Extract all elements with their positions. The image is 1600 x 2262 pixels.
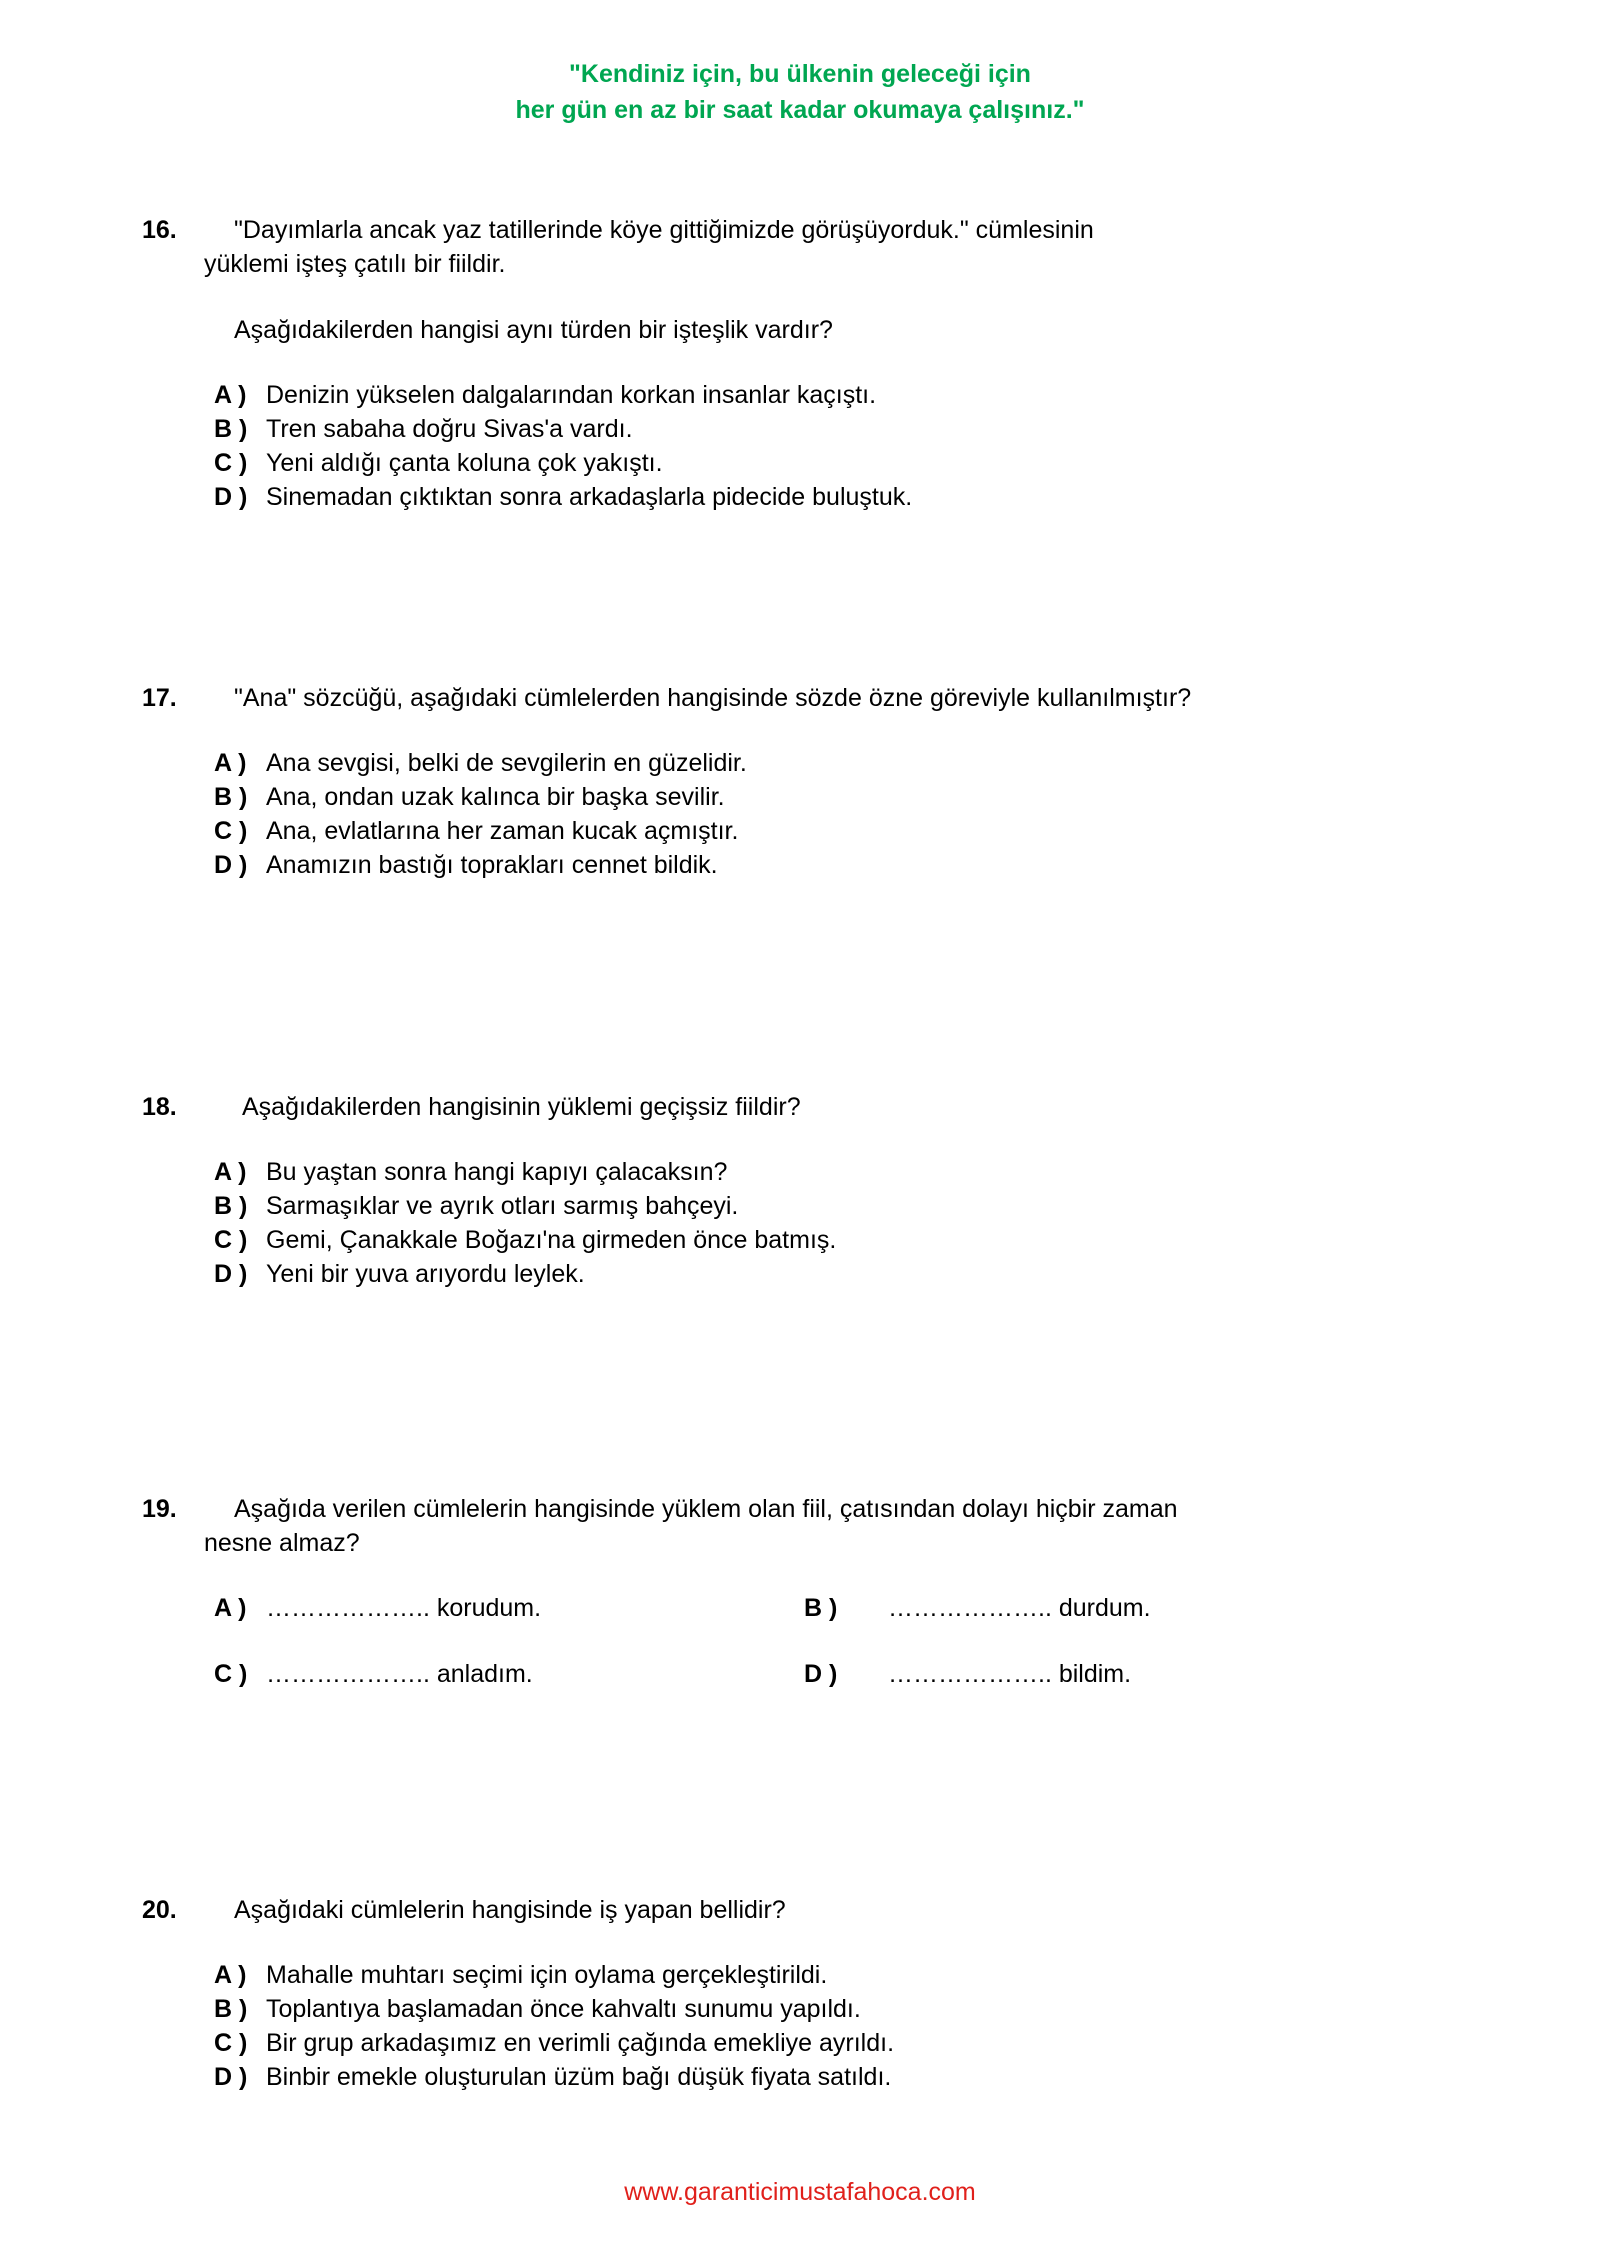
header-line-2: her gün en az bir saat kadar okumaya çalışınız." — [515, 96, 1085, 124]
option-b[interactable] — [214, 412, 1342, 446]
question-prompt: Aşağıdakilerden hangisi aynı türden bir işteşlik vardır? — [234, 316, 833, 344]
option-b[interactable] — [804, 1591, 1204, 1625]
option-b[interactable] — [214, 780, 1342, 814]
option-text: Bir grup arkadaşımız en verimli çağında emekliye ayrıldı. — [266, 2029, 895, 2057]
options-list — [142, 378, 1342, 514]
question-16 — [142, 213, 1342, 514]
option-letter: D ) — [214, 2063, 248, 2091]
options-list — [142, 746, 1342, 882]
option-text: Ana, ondan uzak kalınca bir başka sevilir. — [266, 783, 725, 811]
option-letter: C ) — [214, 449, 248, 477]
question-text-line-1: Aşağıdakilerden hangisinin yüklemi geçişsiz fiildir? — [242, 1093, 801, 1121]
option-text: ……………….. bildim. — [888, 1660, 1132, 1688]
question-number: 18. — [142, 1093, 177, 1121]
option-letter: A ) — [214, 1158, 247, 1186]
option-text: Bu yaştan sonra hangi kapıyı çalacaksın? — [266, 1158, 728, 1186]
option-c[interactable] — [214, 1657, 804, 1691]
question-number: 19. — [142, 1495, 177, 1523]
option-letter: A ) — [214, 381, 247, 409]
option-letter: D ) — [214, 851, 248, 879]
option-text: Anamızın bastığı toprakları cennet bildik. — [266, 851, 718, 879]
option-letter: B ) — [214, 783, 248, 811]
option-c[interactable] — [214, 814, 1342, 848]
header-line-1: "Kendiniz için, bu ülkenin geleceği için — [569, 60, 1031, 88]
option-letter: B ) — [214, 415, 248, 443]
question-text-line-1: "Ana" sözcüğü, aşağıdaki cümlelerden hangisinde sözde özne göreviyle kullanılmıştır? — [234, 684, 1192, 712]
option-letter: D ) — [214, 1260, 248, 1288]
option-a[interactable] — [214, 1591, 804, 1625]
option-text: Sarmaşıklar ve ayrık otları sarmış bahçeyi. — [266, 1192, 739, 1220]
option-letter: C ) — [214, 1226, 248, 1254]
option-d[interactable] — [804, 1657, 1204, 1691]
option-text: ……………….. korudum. — [266, 1594, 542, 1622]
question-number: 20. — [142, 1896, 177, 1924]
option-letter: B ) — [214, 1192, 248, 1220]
option-text: Toplantıya başlamadan önce kahvaltı sunumu yapıldı. — [266, 1995, 861, 2023]
option-letter: B ) — [804, 1594, 838, 1622]
footer-website-link[interactable]: www.garanticimustafahoca.com — [624, 2178, 976, 2206]
option-a[interactable] — [214, 1155, 1342, 1189]
option-text: Binbir emekle oluşturulan üzüm bağı düşük fiyata satıldı. — [266, 2063, 892, 2091]
motivational-header — [0, 56, 1600, 128]
question-number: 17. — [142, 684, 177, 712]
option-a[interactable] — [214, 746, 1342, 780]
option-text: Ana, evlatlarına her zaman kucak açmıştır. — [266, 817, 739, 845]
question-17 — [142, 681, 1342, 882]
option-text: Denizin yükselen dalgalarından korkan insanlar kaçıştı. — [266, 381, 877, 409]
option-text: Tren sabaha doğru Sivas'a vardı. — [266, 415, 633, 443]
option-b[interactable] — [214, 1189, 1342, 1223]
option-d[interactable] — [214, 2060, 1342, 2094]
option-text: ……………….. durdum. — [888, 1594, 1151, 1622]
option-a[interactable] — [214, 1958, 1342, 1992]
option-letter: A ) — [214, 749, 247, 777]
option-a[interactable] — [214, 378, 1342, 412]
question-text-line-1: Aşağıdaki cümlelerin hangisinde iş yapan bellidir? — [234, 1896, 786, 1924]
option-text: Sinemadan çıktıktan sonra arkadaşlarla pidecide buluştuk. — [266, 483, 913, 511]
question-18 — [142, 1090, 1342, 1291]
option-c[interactable] — [214, 2026, 1342, 2060]
option-d[interactable] — [214, 480, 1342, 514]
options-grid — [142, 1591, 1342, 1691]
option-letter: C ) — [214, 817, 248, 845]
options-list — [142, 1155, 1342, 1291]
option-letter: D ) — [214, 483, 248, 511]
option-letter: B ) — [214, 1995, 248, 2023]
question-19 — [142, 1492, 1342, 1691]
option-text: Ana sevgisi, belki de sevgilerin en güzelidir. — [266, 749, 747, 777]
option-text: ……………….. anladım. — [266, 1660, 533, 1688]
option-letter: D ) — [804, 1660, 838, 1688]
option-b[interactable] — [214, 1992, 1342, 2026]
option-c[interactable] — [214, 446, 1342, 480]
option-text: Mahalle muhtarı seçimi için oylama gerçekleştirildi. — [266, 1961, 828, 1989]
question-20 — [142, 1893, 1342, 2094]
option-letter: C ) — [214, 2029, 248, 2057]
option-c[interactable] — [214, 1223, 1342, 1257]
option-letter: C ) — [214, 1660, 248, 1688]
option-text: Yeni bir yuva arıyordu leylek. — [266, 1260, 585, 1288]
option-d[interactable] — [214, 848, 1342, 882]
option-letter: A ) — [214, 1961, 247, 1989]
options-list — [142, 1958, 1342, 2094]
question-number: 16. — [142, 216, 177, 244]
option-text: Yeni aldığı çanta koluna çok yakıştı. — [266, 449, 663, 477]
option-text: Gemi, Çanakkale Boğazı'na girmeden önce batmış. — [266, 1226, 837, 1254]
option-letter: A ) — [214, 1594, 247, 1622]
question-text-line-2: nesne almaz? — [204, 1529, 360, 1557]
question-text-line-1: "Dayımlarla ancak yaz tatillerinde köye gittiğimizde görüşüyorduk." cümlesinin — [234, 216, 1094, 244]
option-d[interactable] — [214, 1257, 1342, 1291]
question-text-line-2: yüklemi işteş çatılı bir fiildir. — [204, 250, 506, 278]
question-text-line-1: Aşağıda verilen cümlelerin hangisinde yüklem olan fiil, çatısından dolayı hiçbir zaman — [234, 1495, 1178, 1523]
